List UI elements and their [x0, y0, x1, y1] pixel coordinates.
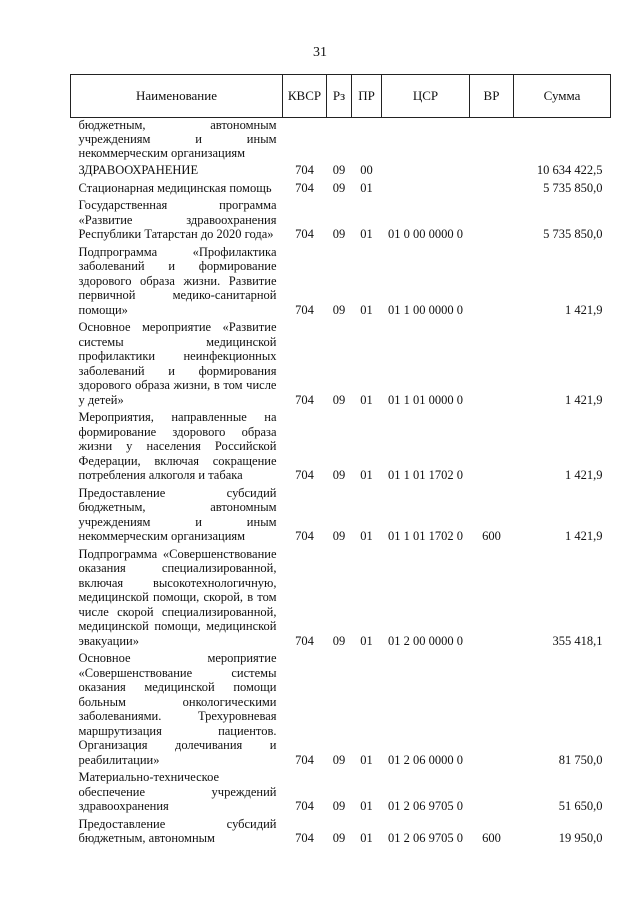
table-row	[71, 163, 611, 178]
row-sum: 5 735 850,0	[543, 180, 603, 195]
table-row	[71, 817, 611, 846]
row-name: Основное мероприятие «Развитие системы медицинской профилактики неинфекционных заболеваний и формирования здорового образа жизни, в том числе у детей»	[78, 320, 277, 407]
row-pr: 01	[360, 752, 373, 767]
row-sum: 1 421,9	[565, 529, 603, 543]
header-csr: ЦСР	[382, 75, 470, 118]
table-row	[71, 486, 611, 544]
row-sum	[514, 118, 611, 161]
row-kvsr: 704	[295, 529, 314, 543]
row-name: Основное мероприятие «Совершенствование системы оказания медицинской помощи больным онкологическими заболеваниями. Трехуровневая маршрутизация пациентов. Организация долечивания и реабилитации»	[78, 651, 277, 767]
row-kvsr: 704	[295, 392, 314, 407]
row-sum: 19 950,0	[558, 831, 603, 845]
row-vr	[470, 163, 514, 178]
row-pr: 01	[360, 392, 373, 407]
row-csr: 01 0 00 0000 0	[388, 227, 463, 241]
row-kvsr: 704	[295, 227, 314, 241]
row-csr: 01 2 06 0000 0	[388, 752, 463, 767]
row-csr: 01 2 06 9705 0	[388, 799, 463, 813]
row-rz: 09	[332, 799, 346, 813]
header-pr: ПР	[352, 75, 382, 118]
row-vr	[470, 118, 514, 161]
row-rz: 09	[332, 227, 346, 241]
table-body	[71, 118, 611, 846]
row-vr: 600	[482, 831, 501, 845]
row-vr: 600	[482, 529, 501, 543]
header-kvsr: КВСР	[283, 75, 327, 118]
header-name: Наименование	[71, 75, 283, 118]
row-sum: 1 421,9	[565, 302, 603, 317]
row-pr: 01	[360, 227, 373, 241]
row-rz: 09	[332, 180, 346, 195]
row-rz: 09	[332, 163, 346, 177]
row-name: Материально-техническое обеспечение учреждений здравоохранения	[78, 770, 277, 813]
row-pr: 01	[360, 633, 373, 648]
table-row	[71, 547, 611, 649]
row-sum: 5 735 850,0	[543, 227, 603, 241]
row-name: Подпрограмма «Совершенствование оказания специализированной, включая высокотехнологичную, медицинской помощи, скорой, в том числе скорой специализированной, медицинской помощи, медицинской эвакуации»	[78, 546, 277, 648]
row-kvsr: 704	[295, 752, 314, 767]
header-sum: Сумма	[514, 75, 611, 118]
row-vr	[470, 245, 514, 318]
row-rz: 09	[332, 302, 346, 317]
row-kvsr: 704	[295, 468, 314, 482]
table-row	[71, 651, 611, 767]
row-pr: 00	[360, 163, 373, 177]
row-kvsr: 704	[295, 302, 314, 317]
row-kvsr: 704	[295, 633, 314, 648]
table-row	[71, 118, 611, 161]
row-sum: 81 750,0	[558, 752, 603, 767]
row-pr: 01	[360, 302, 373, 317]
row-name: ЗДРАВООХРАНЕНИЕ	[78, 163, 199, 177]
row-vr	[470, 547, 514, 649]
row-rz: 09	[332, 633, 346, 648]
row-kvsr	[283, 118, 327, 161]
row-pr	[352, 118, 382, 161]
row-rz: 09	[332, 752, 346, 767]
row-rz: 09	[332, 392, 346, 407]
table-header-row	[71, 75, 611, 118]
row-rz: 09	[332, 831, 346, 845]
row-csr: 01 2 06 9705 0	[388, 831, 463, 845]
row-kvsr: 704	[295, 831, 314, 845]
row-vr	[470, 198, 514, 242]
row-vr	[470, 320, 514, 407]
row-kvsr: 704	[295, 163, 314, 177]
row-vr	[470, 181, 514, 196]
row-kvsr: 704	[295, 799, 314, 813]
row-sum: 10 634 422,5	[536, 163, 603, 177]
row-csr: 01 2 00 0000 0	[388, 633, 463, 648]
row-csr: 01 1 01 1702 0	[388, 468, 463, 482]
table-row	[71, 320, 611, 407]
row-csr	[382, 163, 470, 178]
row-sum: 355 418,1	[552, 633, 603, 648]
table-row	[71, 770, 611, 814]
row-pr: 01	[360, 799, 373, 813]
row-name: Предоставление субсидий бюджетным, автономным	[78, 816, 277, 845]
row-csr: 01 1 01 0000 0	[388, 392, 463, 407]
table-row	[71, 181, 611, 196]
row-name: Стационарная медицинская помощь	[78, 180, 272, 195]
row-name: бюджетным, автономным учреждениям и иным некоммерческим организациям	[78, 118, 277, 160]
row-rz: 09	[332, 468, 346, 482]
row-rz: 09	[332, 529, 346, 543]
row-csr	[382, 118, 470, 161]
row-name: Государственная программа «Развитие здравоохранения Республики Татарстан до 2020 года»	[78, 198, 277, 241]
row-pr: 01	[360, 180, 373, 195]
row-pr: 01	[360, 468, 373, 482]
row-pr: 01	[360, 529, 373, 543]
row-sum: 1 421,9	[565, 468, 603, 482]
row-rz	[327, 118, 352, 161]
row-vr	[470, 410, 514, 483]
budget-table	[70, 74, 611, 846]
header-vr: ВР	[470, 75, 514, 118]
row-vr	[470, 770, 514, 814]
row-pr: 01	[360, 831, 373, 845]
row-name: Предоставление субсидий бюджетным, автономным учреждениям и иным некоммерческим организациям	[78, 485, 277, 543]
row-csr: 01 1 01 1702 0	[388, 529, 463, 543]
row-csr: 01 1 00 0000 0	[388, 302, 463, 317]
row-sum: 1 421,9	[565, 392, 603, 407]
table-row	[71, 198, 611, 242]
table-row	[71, 245, 611, 318]
header-rz: Рз	[327, 75, 352, 118]
table-row	[71, 410, 611, 483]
row-sum: 51 650,0	[558, 799, 603, 813]
row-csr	[382, 181, 470, 196]
row-vr	[470, 651, 514, 767]
page-number: 31	[313, 45, 327, 60]
row-name: Мероприятия, направленные на формирование здорового образа жизни у населения Российской Федерации, включая сокращение потребления алкоголя и табака	[78, 410, 277, 482]
row-name: Подпрограмма «Профилактика заболеваний и формирование здорового образа жизни. Развитие первичной медико-санитарной помощи»	[78, 244, 277, 317]
row-kvsr: 704	[295, 180, 314, 195]
